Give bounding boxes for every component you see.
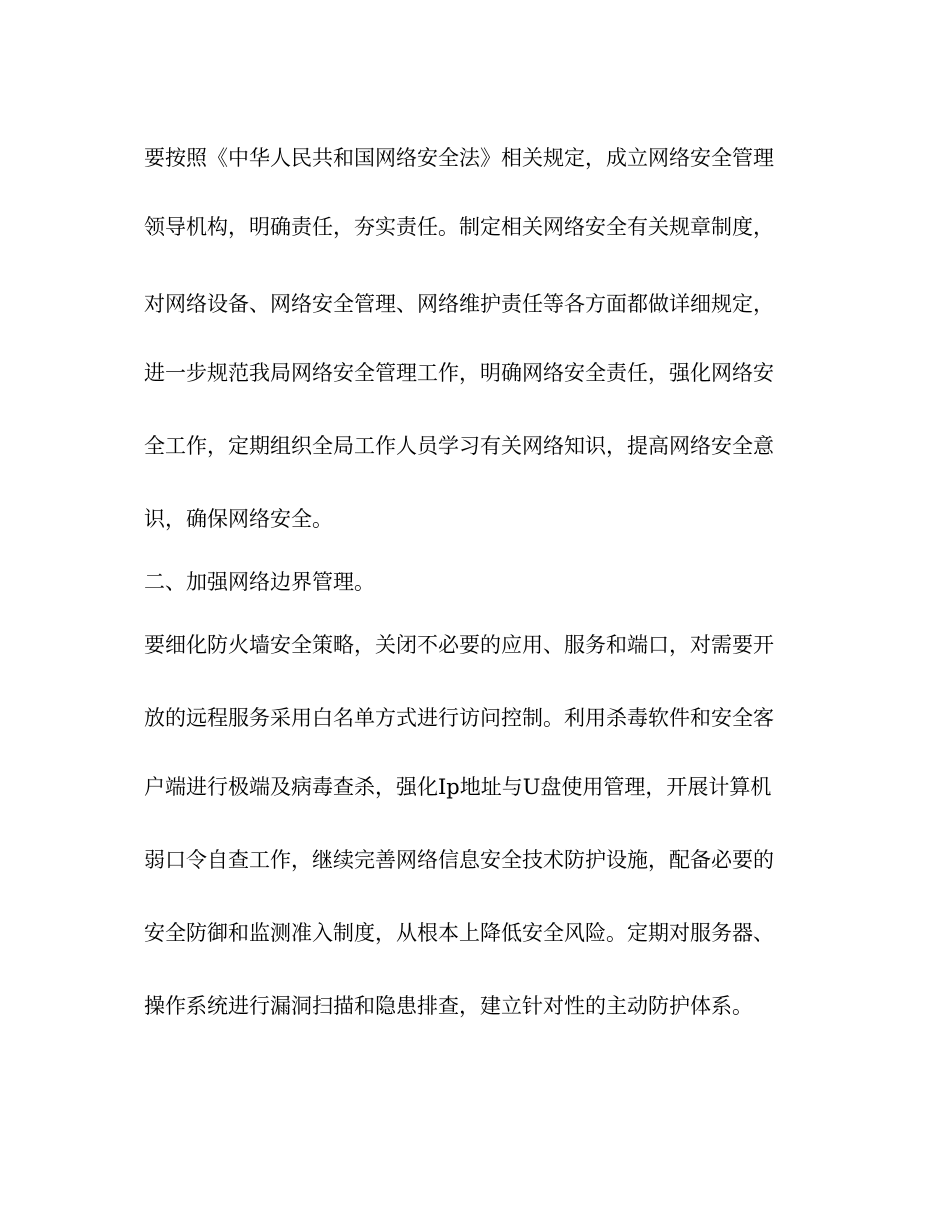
paragraph-2-line-3: 户端进行极端及病毒查杀，强化Ip地址与U盘使用管理，开展计算机: [144, 775, 772, 799]
paragraph-1-line-6: 识，确保网络安全。: [144, 507, 333, 531]
paragraph-2-line-5: 安全防御和监测准入制度，从根本上降低安全风险。定期对服务器、: [144, 921, 774, 945]
paragraph-1-line-5: 全工作，定期组织全局工作人员学习有关网络知识，提高网络安全意: [144, 434, 774, 458]
paragraph-1-line-1: 要按照《中华人民共和国网络安全法》相关规定，成立网络安全管理: [144, 146, 774, 170]
paragraph-2-line-2: 放的远程服务采用白名单方式进行访问控制。利用杀毒软件和安全客: [144, 706, 774, 730]
paragraph-2-line-6: 操作系统进行漏洞扫描和隐患排查，建立针对性的主动防护体系。: [144, 994, 753, 1018]
paragraph-1-line-2: 领导机构，明确责任，夯实责任。制定相关网络安全有关规章制度，: [144, 215, 774, 239]
section-heading-2: 二、加强网络边界管理。: [144, 570, 375, 594]
paragraph-1-line-3: 对网络设备、网络安全管理、网络维护责任等各方面都做详细规定，: [144, 292, 774, 316]
paragraph-2-line-1: 要细化防火墙安全策略，关闭不必要的应用、服务和端口，对需要开: [144, 633, 774, 657]
paragraph-1-line-4: 进一步规范我局网络安全管理工作，明确网络安全责任，强化网络安: [144, 361, 774, 385]
paragraph-2-line-4: 弱口令自查工作，继续完善网络信息安全技术防护设施，配备必要的: [144, 848, 774, 872]
